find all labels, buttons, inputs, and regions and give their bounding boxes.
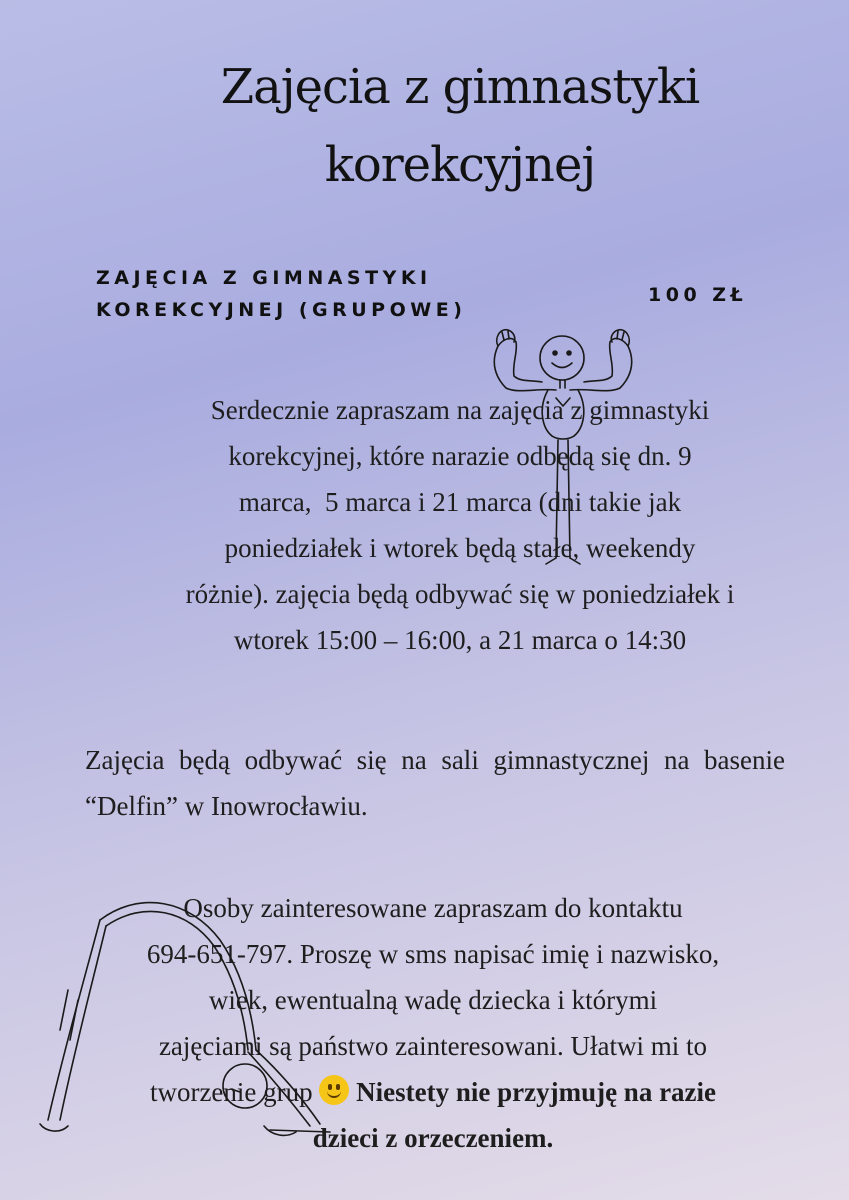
intro-line-1: Serdecznie zapraszam na zajęcia z gimnastyki xyxy=(210,395,710,425)
smiley-emoji-icon xyxy=(319,1075,349,1105)
intro-paragraph xyxy=(70,387,849,663)
contact-line-4: zajęciami są państwo zainteresowani. Ułatwi mi to xyxy=(158,1031,708,1061)
offer-price: 100 ZŁ xyxy=(648,284,748,306)
intro-line-2: korekcyjnej, które narazie odbędą się dn. 9 xyxy=(228,441,692,471)
contact-line-2: 694-651-797. Proszę w sms napisać imię i nazwisko, xyxy=(146,939,720,969)
offer-name-line-1: ZAJĘCIA Z GIMNASTYKI xyxy=(96,267,432,289)
intro-line-6: wtorek 15:00 – 16:00, a 21 marca o 14:30 xyxy=(233,625,687,655)
offer-name xyxy=(96,262,466,326)
contact-notice-bold-1: Niestety nie przyjmuję na razie xyxy=(356,1077,717,1107)
page-title xyxy=(60,48,849,204)
contact-line-1: Osoby zainteresowane zapraszam do kontaktu xyxy=(183,893,683,923)
offer-name-line-2: KOREKCYJNEJ (GRUPOWE) xyxy=(96,299,467,321)
intro-line-5: różnie). zajęcia będą odbywać się w poniedziałek i xyxy=(185,579,735,609)
contact-notice-bold-2: dzieci z orzeczeniem. xyxy=(312,1123,554,1153)
contact-line-3: wiek, ewentualną wadę dziecka i którymi xyxy=(208,985,658,1015)
intro-line-4: poniedziałek i wtorek będą stałe, weekendy xyxy=(224,533,696,563)
title-line-1: Zajęcia z gimnastyki xyxy=(220,59,700,115)
intro-line-3: marca, 5 marca i 21 marca (dni takie jak xyxy=(238,487,682,517)
contact-paragraph xyxy=(58,885,808,1161)
contact-line-5-text: tworzenie grup xyxy=(149,1077,320,1107)
title-line-2: korekcyjnej xyxy=(324,137,596,193)
location-paragraph: Zajęcia będą odbywać się na sali gimnastycznej na basenie “Delfin” w Inowrocławiu. xyxy=(85,745,785,821)
contact-line-5 xyxy=(58,1069,808,1115)
